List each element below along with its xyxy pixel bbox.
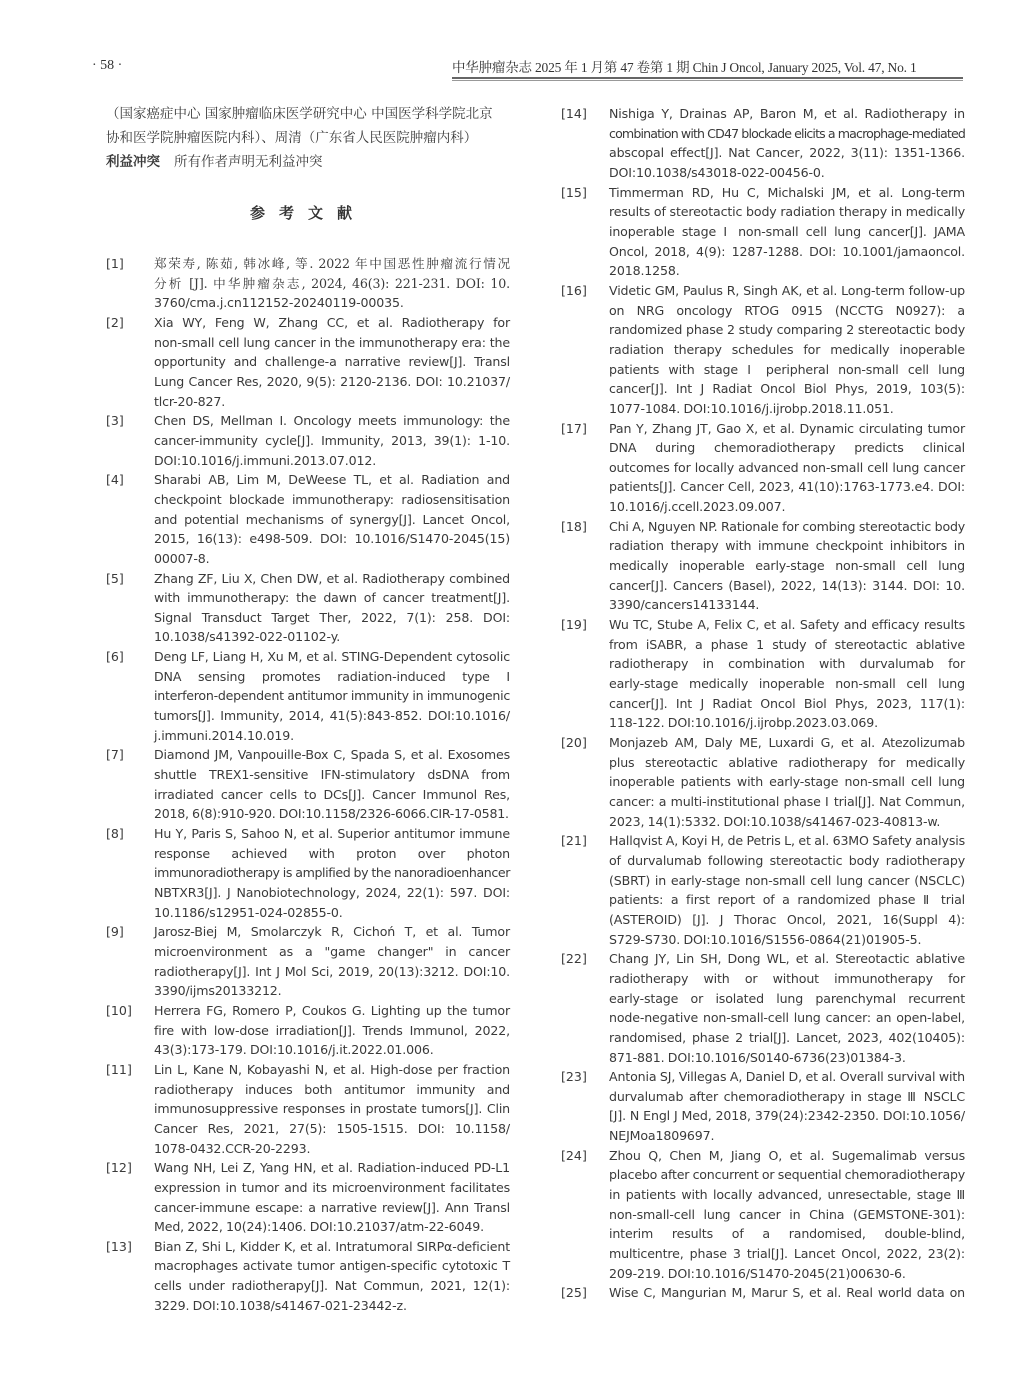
reference-line: cancer-immunity cycle[J]. Immunity, 2013, 39(1): 1-10.: [154, 432, 510, 448]
reference-line: cancer[J]. Int J Radiat Oncol Biol Phys, 2023, 117(1):: [609, 695, 965, 711]
reference-line: Cancer Res, 2021, 27(5): 1505-1515. DOI: 10.1158/: [154, 1120, 510, 1136]
reference-line: 2015, 16(13): e498-509. DOI: 10.1016/S1470-2045(15): [154, 531, 510, 547]
reference-entry: [106, 1158, 516, 1237]
reference-line: S729-S730. DOI:10.1016/S1556-0864(21)01905-5.: [609, 931, 922, 947]
reference-line: macrophages activate tumor antigen-specific cytotoxic T: [154, 1258, 510, 1274]
reference-line: patients[J]. Cancer Cell, 2023, 41(10):1763-1773.e4. DOI:: [609, 479, 965, 495]
reference-entry: [561, 104, 971, 183]
reference-number: [14]: [561, 106, 587, 121]
reference-line: cancer: a multi-institutional phase Ⅰ trial[J]. Nat Commun,: [609, 793, 965, 809]
reference-text: [154, 313, 510, 411]
reference-number: [13]: [106, 1238, 132, 1254]
reference-line: Med, 2022, 10(24):1406. DOI:10.21037/atm-22-6049.: [154, 1219, 484, 1235]
reference-line: NBTXR3[J]. J Nanobiotechnology, 2024, 22(1): 597. DOI:: [154, 885, 510, 900]
running-header-journal: 中华肿瘤杂志 2025 年 1 月第 47 卷第 1 期 Chin J Oncol, January 2025, Vol. 47, No. 1: [452, 60, 917, 75]
reference-line: j.immuni.2014.10.019.: [154, 727, 294, 743]
reference-number: [6]: [106, 649, 124, 665]
reference-line: cancer-immune escape: a narrative review[J]. Ann Transl: [154, 1199, 510, 1215]
reference-text: [154, 922, 510, 1001]
reference-text: [154, 254, 510, 313]
reference-line: Sharabi AB, Lim M, DeWeese TL, et al. Radiation and: [154, 472, 510, 488]
reference-line: patients: a first report of a randomized phase Ⅱ trial: [609, 892, 965, 908]
reference-entry: [106, 313, 516, 411]
reference-text: [154, 745, 510, 824]
reference-line: Chen DS, Mellman I. Oncology meets immunology: the: [154, 413, 510, 429]
reference-entry: [561, 1283, 971, 1303]
reference-line: DNA during chemoradiotherapy predicts clinical: [609, 440, 965, 456]
reference-entry: [561, 1146, 971, 1284]
reference-line: DOI:10.1038/s43018-022-00456-0.: [609, 164, 825, 180]
reference-text: [154, 569, 510, 648]
reference-entry: [106, 647, 516, 745]
reference-line: radiation therapy with immune checkpoint inhibitors in: [609, 538, 965, 554]
reference-line: radiotherapy induces both antitumor immunity and: [154, 1081, 510, 1097]
reference-line: Hallqvist A, Koyi H, de Petris L, et al. 63MO Safety analysis: [609, 833, 965, 849]
reference-line: Zhang ZF, Liu X, Chen DW, et al. Radiotherapy combined: [154, 570, 510, 586]
reference-entry: [106, 824, 516, 922]
reference-text: [609, 183, 965, 281]
reference-line: Deng LF, Liang H, Xu M, et al. STING-Dependent cytosolic: [154, 649, 510, 665]
reference-line: 10.1186/s12951-024-02855-0.: [154, 904, 343, 920]
reference-text: [609, 1283, 965, 1303]
reference-entry: [106, 922, 516, 1001]
reference-line: Zhou Q, Chen M, Jiang O, et al. Sugemalimab versus: [609, 1147, 965, 1163]
reference-line: Jarosz-Biej M, Smolarczyk R, Cichoń T, et al. Tumor: [154, 924, 510, 940]
references-right-column: [561, 104, 971, 1303]
reference-entry: [106, 411, 516, 470]
conflict-of-interest: [106, 150, 526, 174]
reference-line: Videtic GM, Paulus R, Singh AK, et al. Long-term follow-up: [609, 282, 965, 298]
reference-line: plus stereotactic ablative radiotherapy for medically: [609, 754, 965, 770]
reference-line: 2023, 14(1):5332. DOI:10.1038/s41467-023-40813-w.: [609, 813, 941, 829]
reference-line: DOI:10.1016/j.immuni.2013.07.012.: [154, 452, 377, 468]
reference-line: 3229. DOI:10.1038/s41467-021-23442-z.: [154, 1297, 407, 1313]
reference-entry: [106, 1001, 516, 1060]
reference-number: [21]: [561, 833, 587, 849]
reference-number: [24]: [561, 1147, 587, 1163]
reference-line: combination with CD47 blockade elicits a macrophage-mediated: [609, 125, 965, 141]
reference-line: opportunity and challenge-a narrative review[J]. Transl: [154, 354, 510, 370]
reference-line: 3390/ijms20133212.: [154, 983, 282, 999]
reference-number: [17]: [561, 420, 587, 436]
reference-number: [15]: [561, 184, 587, 200]
reference-number: [11]: [106, 1061, 132, 1077]
reference-text: [154, 1237, 510, 1316]
reference-line: from iSABR, a phase 1 study of stereotactic ablative: [609, 636, 965, 652]
reference-entry: [106, 745, 516, 824]
reference-line: Bian Z, Shi L, Kidder K, et al. Intratumoral SIRPα-deficient: [154, 1238, 510, 1254]
reference-line: durvalumab after chemoradiotherapy in stage Ⅲ NSCLC: [609, 1088, 965, 1104]
reference-text: [609, 517, 965, 615]
reference-number: [22]: [561, 951, 587, 967]
reference-line: with immunotherapy: the dawn of cancer treatment[J].: [154, 590, 510, 606]
reference-line: immunoradiotherapy is amplified by the nanoradioenhancer: [154, 865, 510, 881]
reference-line: in patients with locally advanced, unresectable, stage Ⅲ: [609, 1187, 965, 1203]
reference-number: [2]: [106, 314, 124, 330]
reference-line: 00007-8.: [154, 550, 210, 566]
reference-line: (ASTEROID) [J]. J Thorac Oncol, 2021, 16(Suppl 4):: [609, 911, 965, 927]
reference-line: inoperable patients with early-stage non-small cell lung: [609, 774, 965, 790]
reference-line: 3390/cancers14133144.: [609, 597, 760, 613]
reference-line: fire with low-dose irradiation[J]. Trends Immunol, 2022,: [154, 1022, 510, 1038]
references-left-column: [106, 254, 516, 1315]
reference-line: 3760/cma.j.cn112152-20240119-00035.: [154, 295, 404, 311]
reference-line: radiotherapy in combination with durvalumab for: [609, 656, 965, 672]
reference-line: Timmerman RD, Hu C, Michalski JM, et al. Long-term: [609, 184, 965, 200]
reference-line: 分析 [J]. 中华肿瘤杂志, 2024, 46(3): 221-231. DOI: 10.: [154, 275, 510, 291]
reference-line: 1077-1084. DOI:10.1016/j.ijrobp.2018.11.051.: [609, 400, 894, 416]
reference-text: [609, 419, 965, 517]
reference-entry: [106, 1060, 516, 1158]
header-rule-thin: [452, 80, 963, 81]
reference-entry: [561, 281, 971, 419]
conflict-text: 所有作者声明无利益冲突: [174, 154, 323, 170]
reference-line: 43(3):173-179. DOI:10.1016/j.it.2022.01.006.: [154, 1042, 434, 1058]
reference-line: interferon-dependent antitumor immunity in immunogenic: [154, 688, 510, 704]
reference-line: on NRG oncology RTOG 0915 (NCCTG N0927): a: [609, 302, 965, 318]
reference-line: abscopal effect[J]. Nat Cancer, 2022, 3(11): 1351-1366.: [609, 145, 965, 161]
reference-text: [609, 281, 965, 419]
reference-text: [609, 733, 965, 831]
reference-number: [8]: [106, 826, 124, 842]
reference-entry: [561, 733, 971, 831]
reference-line: medically inoperable early-stage non-small cell lung: [609, 558, 965, 574]
reference-text: [609, 615, 965, 733]
reference-line: shuttle TREX1-sensitive IFN-stimulatory dsDNA from: [154, 767, 510, 783]
reference-number: [18]: [561, 518, 587, 534]
reference-number: [4]: [106, 472, 124, 488]
reference-line: of durvalumab following stereotactic body radiotherapy: [609, 852, 965, 868]
reference-line: Signal Transduct Target Ther, 2022, 7(1): 258. DOI:: [154, 609, 510, 625]
reference-line: cells under radiotherapy[J]. Nat Commun, 2021, 12(1):: [154, 1278, 510, 1294]
reference-number: [16]: [561, 282, 587, 298]
reference-line: [J]. N Engl J Med, 2018, 379(24):2342-2350. DOI:10.1056/: [609, 1108, 965, 1124]
reference-number: [1]: [106, 256, 124, 271]
reference-line: Herrera FG, Romero P, Coukos G. Lighting up the tumor: [154, 1002, 510, 1018]
reference-line: results of stereotactic body radiation therapy in medically: [609, 204, 965, 220]
reference-line: cancer[J]. Int J Radiat Oncol Biol Phys, 2019, 103(5):: [609, 381, 965, 397]
reference-line: node-negative non-small-cell lung cancer: an open-label,: [609, 1010, 965, 1026]
reference-line: immunosuppressive responses in prostate tumors[J]. Clin: [154, 1101, 510, 1117]
reference-line: (SBRT) in early-stage non-small cell lung cancer (NSCLC): [609, 872, 965, 888]
reference-line: Wang NH, Lei Z, Yang HN, et al. Radiation-induced PD-L1: [154, 1160, 510, 1176]
reference-text: [154, 411, 510, 470]
reference-text: [154, 647, 510, 745]
reference-number: [20]: [561, 735, 587, 750]
reference-entry: [561, 419, 971, 517]
reference-line: Oncol, 2018, 4(9): 1287-1288. DOI: 10.1001/jamaoncol.: [609, 243, 965, 259]
reference-text: [154, 1060, 510, 1158]
reference-entry: [561, 517, 971, 615]
reference-line: tumors[J]. Immunity, 2014, 41(5):843-852. DOI:10.1016/: [154, 708, 510, 724]
reference-line: Nishiga Y, Drainas AP, Baron M, et al. Radiotherapy in: [609, 106, 965, 121]
reference-line: and potential mechanisms of synergy[J]. Lancet Oncol,: [154, 511, 510, 527]
reference-text: [609, 831, 965, 949]
reference-line: non-small cell lung cancer in the immunotherapy era: the: [154, 334, 510, 350]
reference-line: outcomes for locally advanced non-small cell lung cancer: [609, 459, 965, 475]
reference-entry: [561, 183, 971, 281]
reference-number: [7]: [106, 747, 124, 763]
reference-line: Hu Y, Paris S, Sahoo N, et al. Superior antitumor immune: [154, 826, 510, 842]
reference-line: 209-219. DOI:10.1016/S1470-2045(21)00630-6.: [609, 1265, 906, 1281]
reference-line: Antonia SJ, Villegas A, Daniel D, et al. Overall survival with: [609, 1069, 965, 1085]
reference-line: inoperable stage Ⅰ non-small cell lung cancer[J]. JAMA: [609, 223, 965, 239]
reference-line: Wise C, Mangurian M, Marur S, et al. Real world data on: [609, 1285, 965, 1301]
reference-line: 1078-0432.CCR-20-2293.: [154, 1140, 311, 1156]
reference-entry: [561, 949, 971, 1067]
reference-line: Monjazeb AM, Daly ME, Luxardi G, et al. Atezolizumab: [609, 735, 965, 750]
reference-line: Lin L, Kane N, Kobayashi N, et al. High-dose per fraction: [154, 1061, 510, 1077]
reference-line: radiotherapy with or without immunotherapy for: [609, 970, 965, 986]
reference-line: non-small-cell lung cancer in China (GEMSTONE-301):: [609, 1206, 965, 1222]
reference-line: Wu TC, Stube A, Felix C, et al. Safety and efficacy results: [609, 617, 965, 633]
reference-text: [154, 1001, 510, 1060]
reference-line: microenvironment as a "game changer" in cancer: [154, 943, 510, 959]
reference-line: 2018.1258.: [609, 263, 680, 279]
reference-line: checkpoint blockade immunotherapy: radiosensitisation: [154, 491, 510, 507]
reference-line: response achieved with proton over photon: [154, 845, 510, 861]
reference-text: [609, 949, 965, 1067]
reference-entry: [561, 615, 971, 733]
page-number: · 58 ·: [92, 58, 123, 73]
reference-line: 2018, 6(8):910-920. DOI:10.1158/2326-6066.CIR-17-0581.: [154, 806, 509, 822]
reference-number: [12]: [106, 1160, 132, 1176]
reference-line: Diamond JM, Vanpouille-Box C, Spada S, et al. Exosomes: [154, 747, 510, 763]
reference-line: irradiated cancer cells to DCs[J]. Cancer Immunol Res,: [154, 786, 510, 802]
header-rule: [452, 77, 963, 79]
reference-entry: [561, 831, 971, 949]
reference-line: 郑荣寿, 陈茹, 韩冰峰, 等. 2022 年中国恶性肿瘤流行情况: [154, 256, 510, 271]
affiliation-line: （国家癌症中心 国家肿瘤临床医学研究中心 中国医学科学院北京: [106, 106, 493, 122]
conflict-label: 利益冲突: [106, 154, 160, 170]
reference-line: Lung Cancer Res, 2020, 9(5): 2120-2136. DOI: 10.21037/: [154, 373, 510, 389]
reference-number: [25]: [561, 1285, 587, 1301]
reference-text: [154, 1158, 510, 1237]
affiliation-continuation: [106, 102, 526, 174]
reference-line: patients with stage Ⅰ peripheral non-small cell lung: [609, 361, 965, 377]
reference-line: multicentre, phase 3 trial[J]. Lancet Oncol, 2022, 23(2):: [609, 1246, 965, 1262]
reference-number: [23]: [561, 1069, 587, 1085]
reference-number: [3]: [106, 413, 124, 429]
reference-line: early-stage or isolated lung parenchymal recurrent: [609, 990, 965, 1006]
reference-line: early-stage medically inoperable non-small cell lung: [609, 676, 965, 692]
reference-number: [5]: [106, 570, 124, 586]
reference-text: [609, 104, 965, 183]
reference-line: placebo after concurrent or sequential chemoradiotherapy: [609, 1167, 966, 1183]
reference-line: 10.1016/j.ccell.2023.09.007.: [609, 499, 786, 515]
reference-line: radiotherapy[J]. Int J Mol Sci, 2019, 20(13):3212. DOI:10.: [154, 963, 510, 979]
reference-entry: [106, 470, 516, 568]
reference-line: randomized phase 2 study comparing 2 stereotactic body: [609, 322, 965, 338]
reference-line: Chi A, Nguyen NP. Rationale for combing stereotactic body: [609, 518, 965, 534]
reference-line: 871-881. DOI:10.1016/S0140-6736(23)01384-3.: [609, 1049, 906, 1065]
reference-line: DNA sensing promotes radiation-induced type Ⅰ: [154, 668, 510, 684]
reference-line: expression in tumor and its microenvironment facilitates: [154, 1179, 510, 1195]
reference-line: Chang JY, Lin SH, Dong WL, et al. Stereotactic ablative: [609, 951, 965, 967]
reference-line: Pan Y, Zhang JT, Gao X, et al. Dynamic circulating tumor: [609, 420, 965, 436]
reference-line: cancer[J]. Cancers (Basel), 2022, 14(13): 3144. DOI: 10.: [609, 577, 965, 593]
reference-line: 118-122. DOI:10.1016/j.ijrobp.2023.03.069.: [609, 715, 878, 731]
reference-entry: [106, 569, 516, 648]
reference-number: [10]: [106, 1002, 132, 1018]
reference-text: [154, 470, 510, 568]
reference-line: radiation therapy schedules for medically inoperable: [609, 341, 965, 357]
reference-entry: [106, 1237, 516, 1316]
reference-line: tlcr-20-827.: [154, 393, 226, 409]
reference-text: [609, 1067, 965, 1146]
reference-line: NEJMoa1809697.: [609, 1128, 715, 1144]
reference-text: [154, 824, 510, 922]
reference-entry: [106, 254, 516, 313]
reference-entry: [561, 1067, 971, 1146]
reference-line: interim results of a randomised, double-blind,: [609, 1226, 965, 1242]
reference-number: [9]: [106, 924, 124, 940]
reference-line: Xia WY, Feng W, Zhang CC, et al. Radiotherapy for: [154, 314, 510, 330]
reference-line: 10.1038/s41392-022-01102-y.: [154, 629, 341, 645]
references-heading: 参考文献: [250, 204, 367, 222]
affiliation-line: 协和医学院肿瘤医院内科）、周清（广东省人民医院肿瘤内科）: [106, 130, 478, 146]
reference-line: randomised, phase 2 trial[J]. Lancet, 2023, 402(10405):: [609, 1029, 965, 1045]
reference-number: [19]: [561, 617, 587, 633]
reference-text: [609, 1146, 965, 1284]
